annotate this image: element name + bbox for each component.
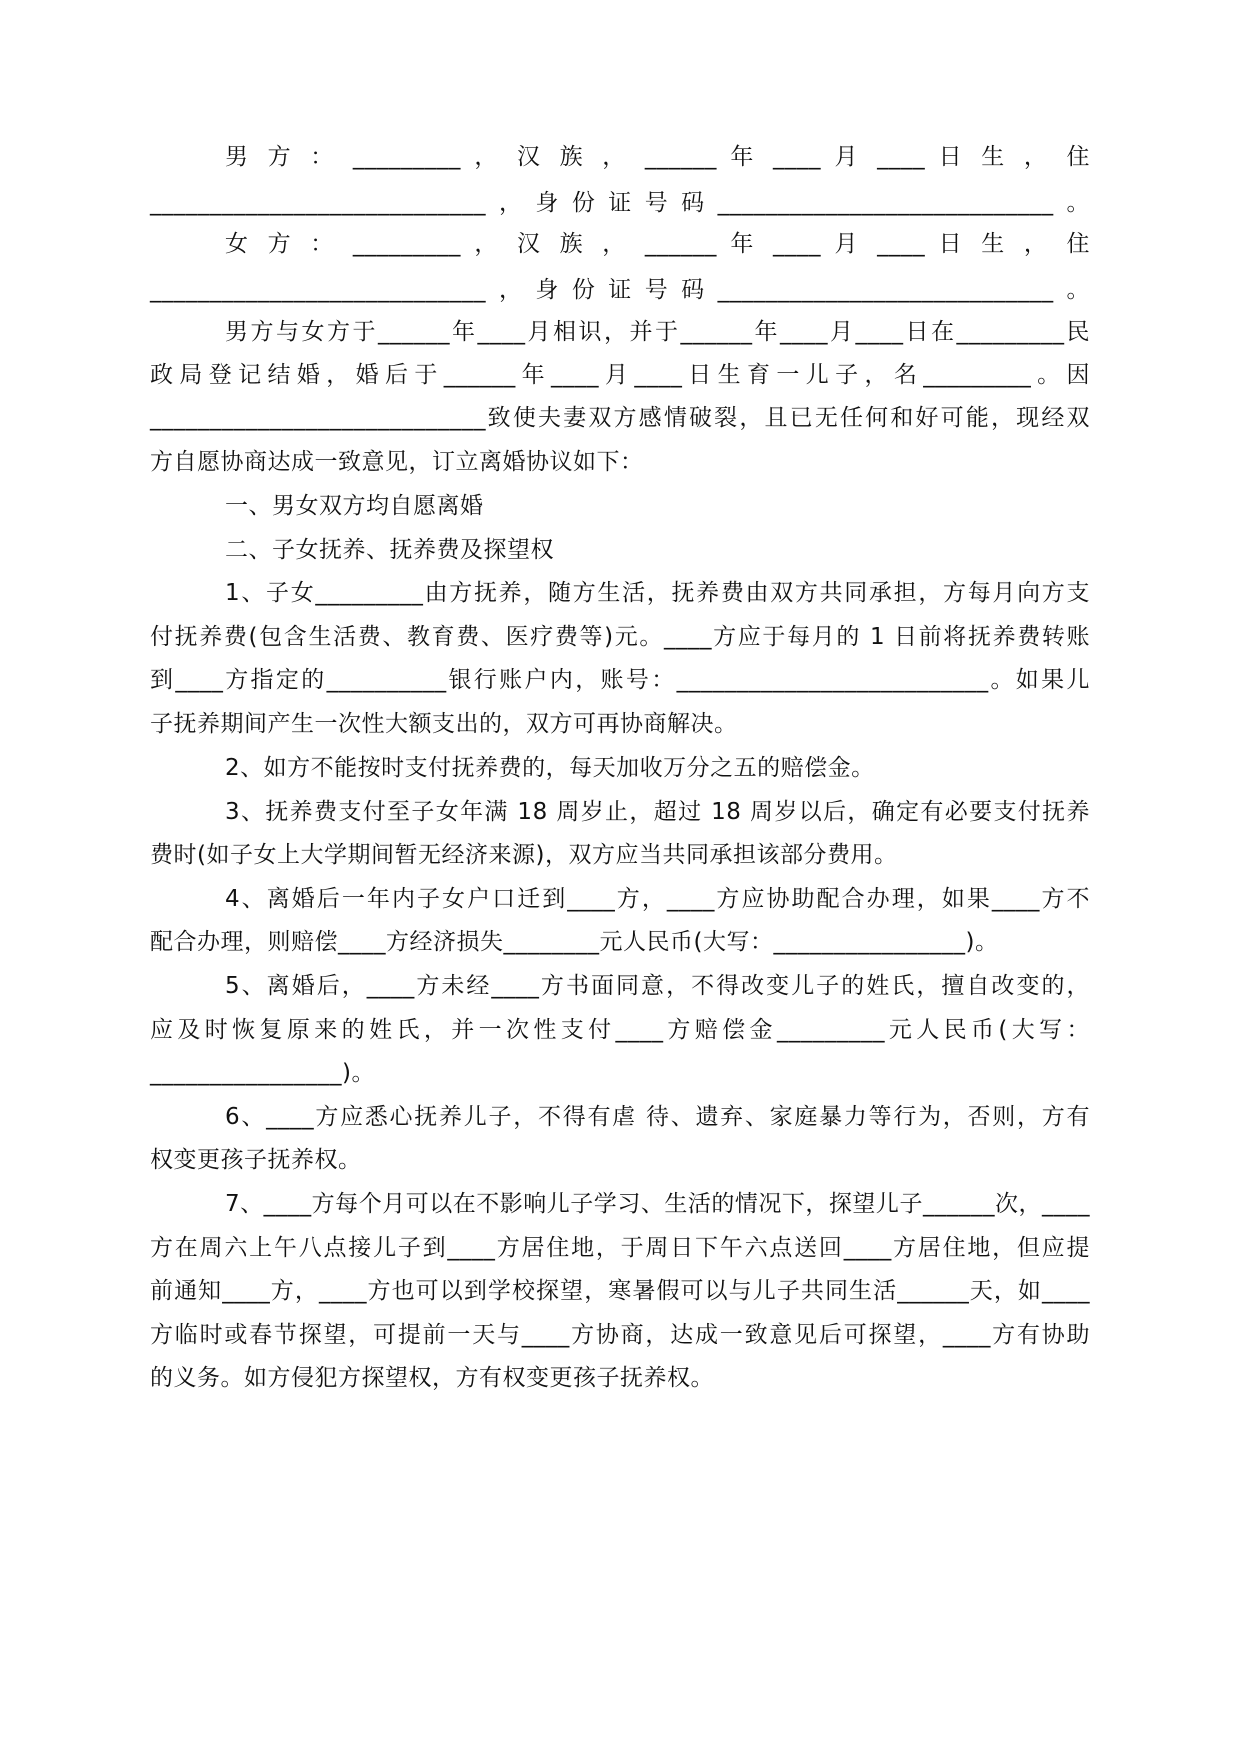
clause-5-line: 5、离婚后，____方未经____方书面同意，不得改变儿子的姓氏，擅自改变的， <box>225 973 1090 999</box>
clause-4-line: 4、离婚后一年内子女户口迁到____方，____方应协助配合办理，如果____方不 <box>225 886 1090 912</box>
clause-7-line: 方在周六上午八点接儿子到____方居住地，于周日下午六点送回____方居住地，但应提 <box>150 1235 1090 1261</box>
marriage-background-line: 政局登记结婚，婚后于______年____月____日生育一儿子，名_________。因 <box>150 362 1090 388</box>
clause-7-line: 前通知____方，____方也可以到学校探望，寒暑假可以与儿子共同生活______天，如____ <box>150 1278 1090 1304</box>
clause-1-line: 子抚养期间产生一次性大额支出的，双方可再协商解决。 <box>150 711 738 737</box>
clause-6-line: 6、____方应悉心抚养儿子，不得有虐 待、遗弃、家庭暴力等行为，否则，方有 <box>225 1104 1090 1130</box>
clause-7-line: 7、____方每个月可以在不影响儿子学习、生活的情况下，探望儿子______次，____ <box>225 1191 1090 1217</box>
clause-7-line: 方临时或春节探望，可提前一天与____方协商，达成一致意见后可探望，____方有协助 <box>150 1322 1090 1348</box>
clause-3-line: 3、抚养费支付至子女年满 18 周岁止，超过 18 周岁以后，确定有必要支付抚养 <box>225 799 1090 825</box>
section-heading-2: 二、子女抚养、抚养费及探望权 <box>225 537 554 563</box>
female-party-line: 女 方 ： _________ ， 汉 族 ， ______ 年 ____ 月 ____ 日 生 ， 住 <box>225 231 1090 257</box>
section-heading-1: 一、男女双方均自愿离婚 <box>225 493 484 519</box>
clause-6-line: 权变更孩子抚养权。 <box>150 1147 362 1173</box>
marriage-background-line: 方自愿协商达成一致意见，订立离婚协议如下： <box>150 449 644 475</box>
clause-5-line: ________________)。 <box>150 1060 375 1086</box>
male-party-line: 男 方 ： _________ ， 汉 族 ， ______ 年 ____ 月 ____ 日 生 ， 住 <box>225 144 1090 170</box>
clause-4-line: 配合办理，则赔偿____方经济损失________元人民币(大写：________________)。 <box>150 929 999 955</box>
clause-5-line: 应及时恢复原来的姓氏，并一次性支付____方赔偿金_________元人民币(大写： <box>150 1017 1090 1043</box>
clause-1-line: 付抚养费(包含生活费、教育费、医疗费等)元。____方应于每月的 1 日前将抚养费转账 <box>150 624 1090 650</box>
clause-3-line: 费时(如子女上大学期间暂无经济来源)，双方应当共同承担该部分费用。 <box>150 842 898 868</box>
female-party-address-id-line: ____________________________，身份证号码____________________________。 <box>150 277 1090 303</box>
clause-2-line: 2、如方不能按时支付抚养费的，每天加收万分之五的赔偿金。 <box>225 755 875 781</box>
marriage-background-line: 男方与女方于______年____月相识，并于______年____月____日在_________民 <box>225 319 1090 345</box>
clause-1-line: 到____方指定的__________银行账户内，账号：__________________________。如果儿 <box>150 667 1090 693</box>
clause-1-line: 1、子女_________由方抚养，随方生活，抚养费由双方共同承担，方每月向方支 <box>225 580 1090 606</box>
clause-7-line: 的义务。如方侵犯方探望权，方有权变更孩子抚养权。 <box>150 1365 714 1391</box>
male-party-address-id-line: ____________________________，身份证号码____________________________。 <box>150 190 1090 216</box>
marriage-background-line: ____________________________致使夫妻双方感情破裂，且已无任何和好可能，现经双 <box>150 405 1090 431</box>
